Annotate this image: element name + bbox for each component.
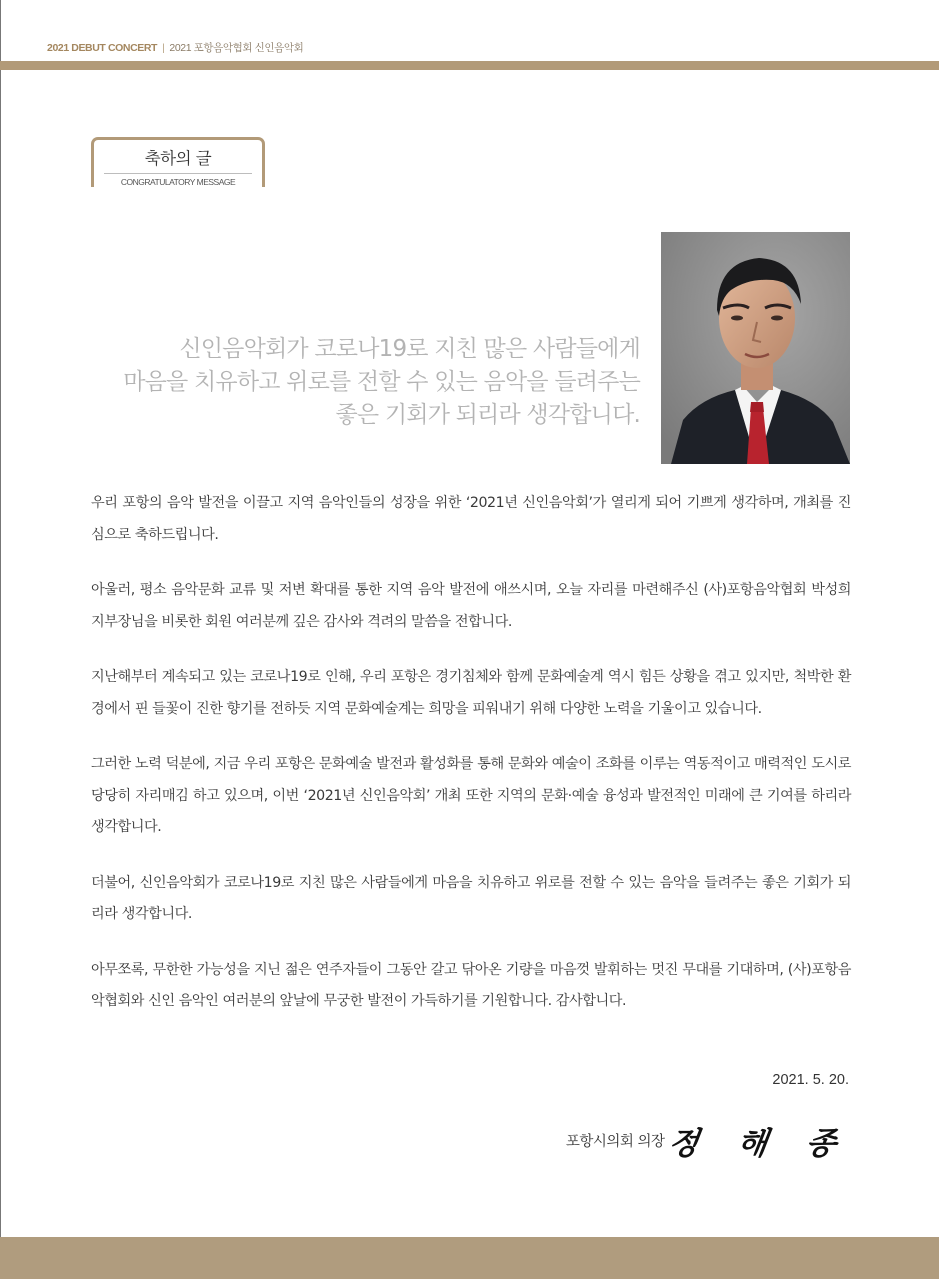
body-paragraph: 아무쪼록, 무한한 가능성을 지닌 젊은 연주자들이 그동안 갈고 닦아온 기량을 마음껏 발휘하는 멋진 무대를 기대하며, (사)포항음악협회와 신인 음악인 여러분의 앞날에 무궁한 발전이 가득하기를 기원합니다. 감사합니다. [91, 961, 851, 1009]
body-paragraph: 그러한 노력 덕분에, 지금 우리 포항은 문화예술 발전과 활성화를 통해 문화와 예술이 조화를 이루는 역동적이고 매력적인 도시로 당당히 자리매김 하고 있으며, 이번 ‘2021년 신인음악회’ 개최 또한 지역의 문화·예술 융성과 발전적인 미래에 큰 기여를 하리라 생각합니다. [91, 756, 851, 835]
body-paragraph: 지난해부터 계속되고 있는 코로나19로 인해, 우리 포항은 경기침체와 함께 문화예술계 역시 힘든 상황을 겪고 있지만, 척박한 환경에서 핀 들꽃이 진한 향기를 전하듯 지역 문화예술계는 희망을 피워내기 위해 다양한 노력을 기울이고 있습니다. [91, 669, 851, 717]
speaker-portrait [661, 232, 850, 464]
body-paragraph: 우리 포항의 음악 발전을 이끌고 지역 음악인들의 성장을 위한 ‘2021년 신인음악회’가 열리게 되어 기쁘게 생각하며, 개최를 진심으로 축하드립니다. [91, 495, 851, 543]
running-header [47, 40, 303, 55]
portrait-illustration [661, 232, 850, 464]
section-title-divider [104, 173, 252, 174]
body-paragraph: 아울러, 평소 음악문화 교류 및 저변 확대를 통한 지역 음악 발전에 애쓰시며, 오늘 자리를 마련해주신 (사)포항음악협회 박성희 지부장님을 비롯한 회원 여러분께 깊은 감사와 격려의 말씀을 전합니다. [91, 582, 851, 630]
top-color-band [0, 61, 939, 70]
section-title-en: CONGRATULATORY MESSAGE [120, 177, 236, 187]
section-title-ko: 축하의 글 [144, 149, 212, 168]
pull-quote-line: 마음을 치유하고 위로를 전할 수 있는 음악을 들려주는 [123, 369, 640, 395]
bottom-color-band [0, 1237, 939, 1279]
pull-quote-line: 좋은 기회가 되리라 생각합니다. [335, 402, 640, 428]
handwritten-signature: 정 해 종 [665, 1126, 853, 1162]
signer-title: 포항시의회 의장 [565, 1134, 665, 1150]
header-series: 2021 DEBUT CONCERT [47, 42, 158, 54]
body-paragraph: 더불어, 신인음악회가 코로나19로 지친 많은 사람들에게 마음을 치유하고 위로를 전할 수 있는 음악을 들려주는 좋은 기회가 되리라 생각합니다. [91, 874, 851, 922]
message-body [91, 488, 851, 1042]
signature-block [520, 1118, 853, 1164]
header-separator: | [162, 42, 165, 54]
pull-quote [90, 333, 640, 432]
page-left-border [0, 0, 1, 1279]
pull-quote-line: 신인음악회가 코로나19로 지친 많은 사람들에게 [179, 336, 640, 362]
section-title-tab [91, 137, 265, 187]
letter-date: 2021. 5. 20. [772, 1072, 849, 1088]
header-org: 2021 포항음악협회 신인음악회 [169, 42, 304, 54]
